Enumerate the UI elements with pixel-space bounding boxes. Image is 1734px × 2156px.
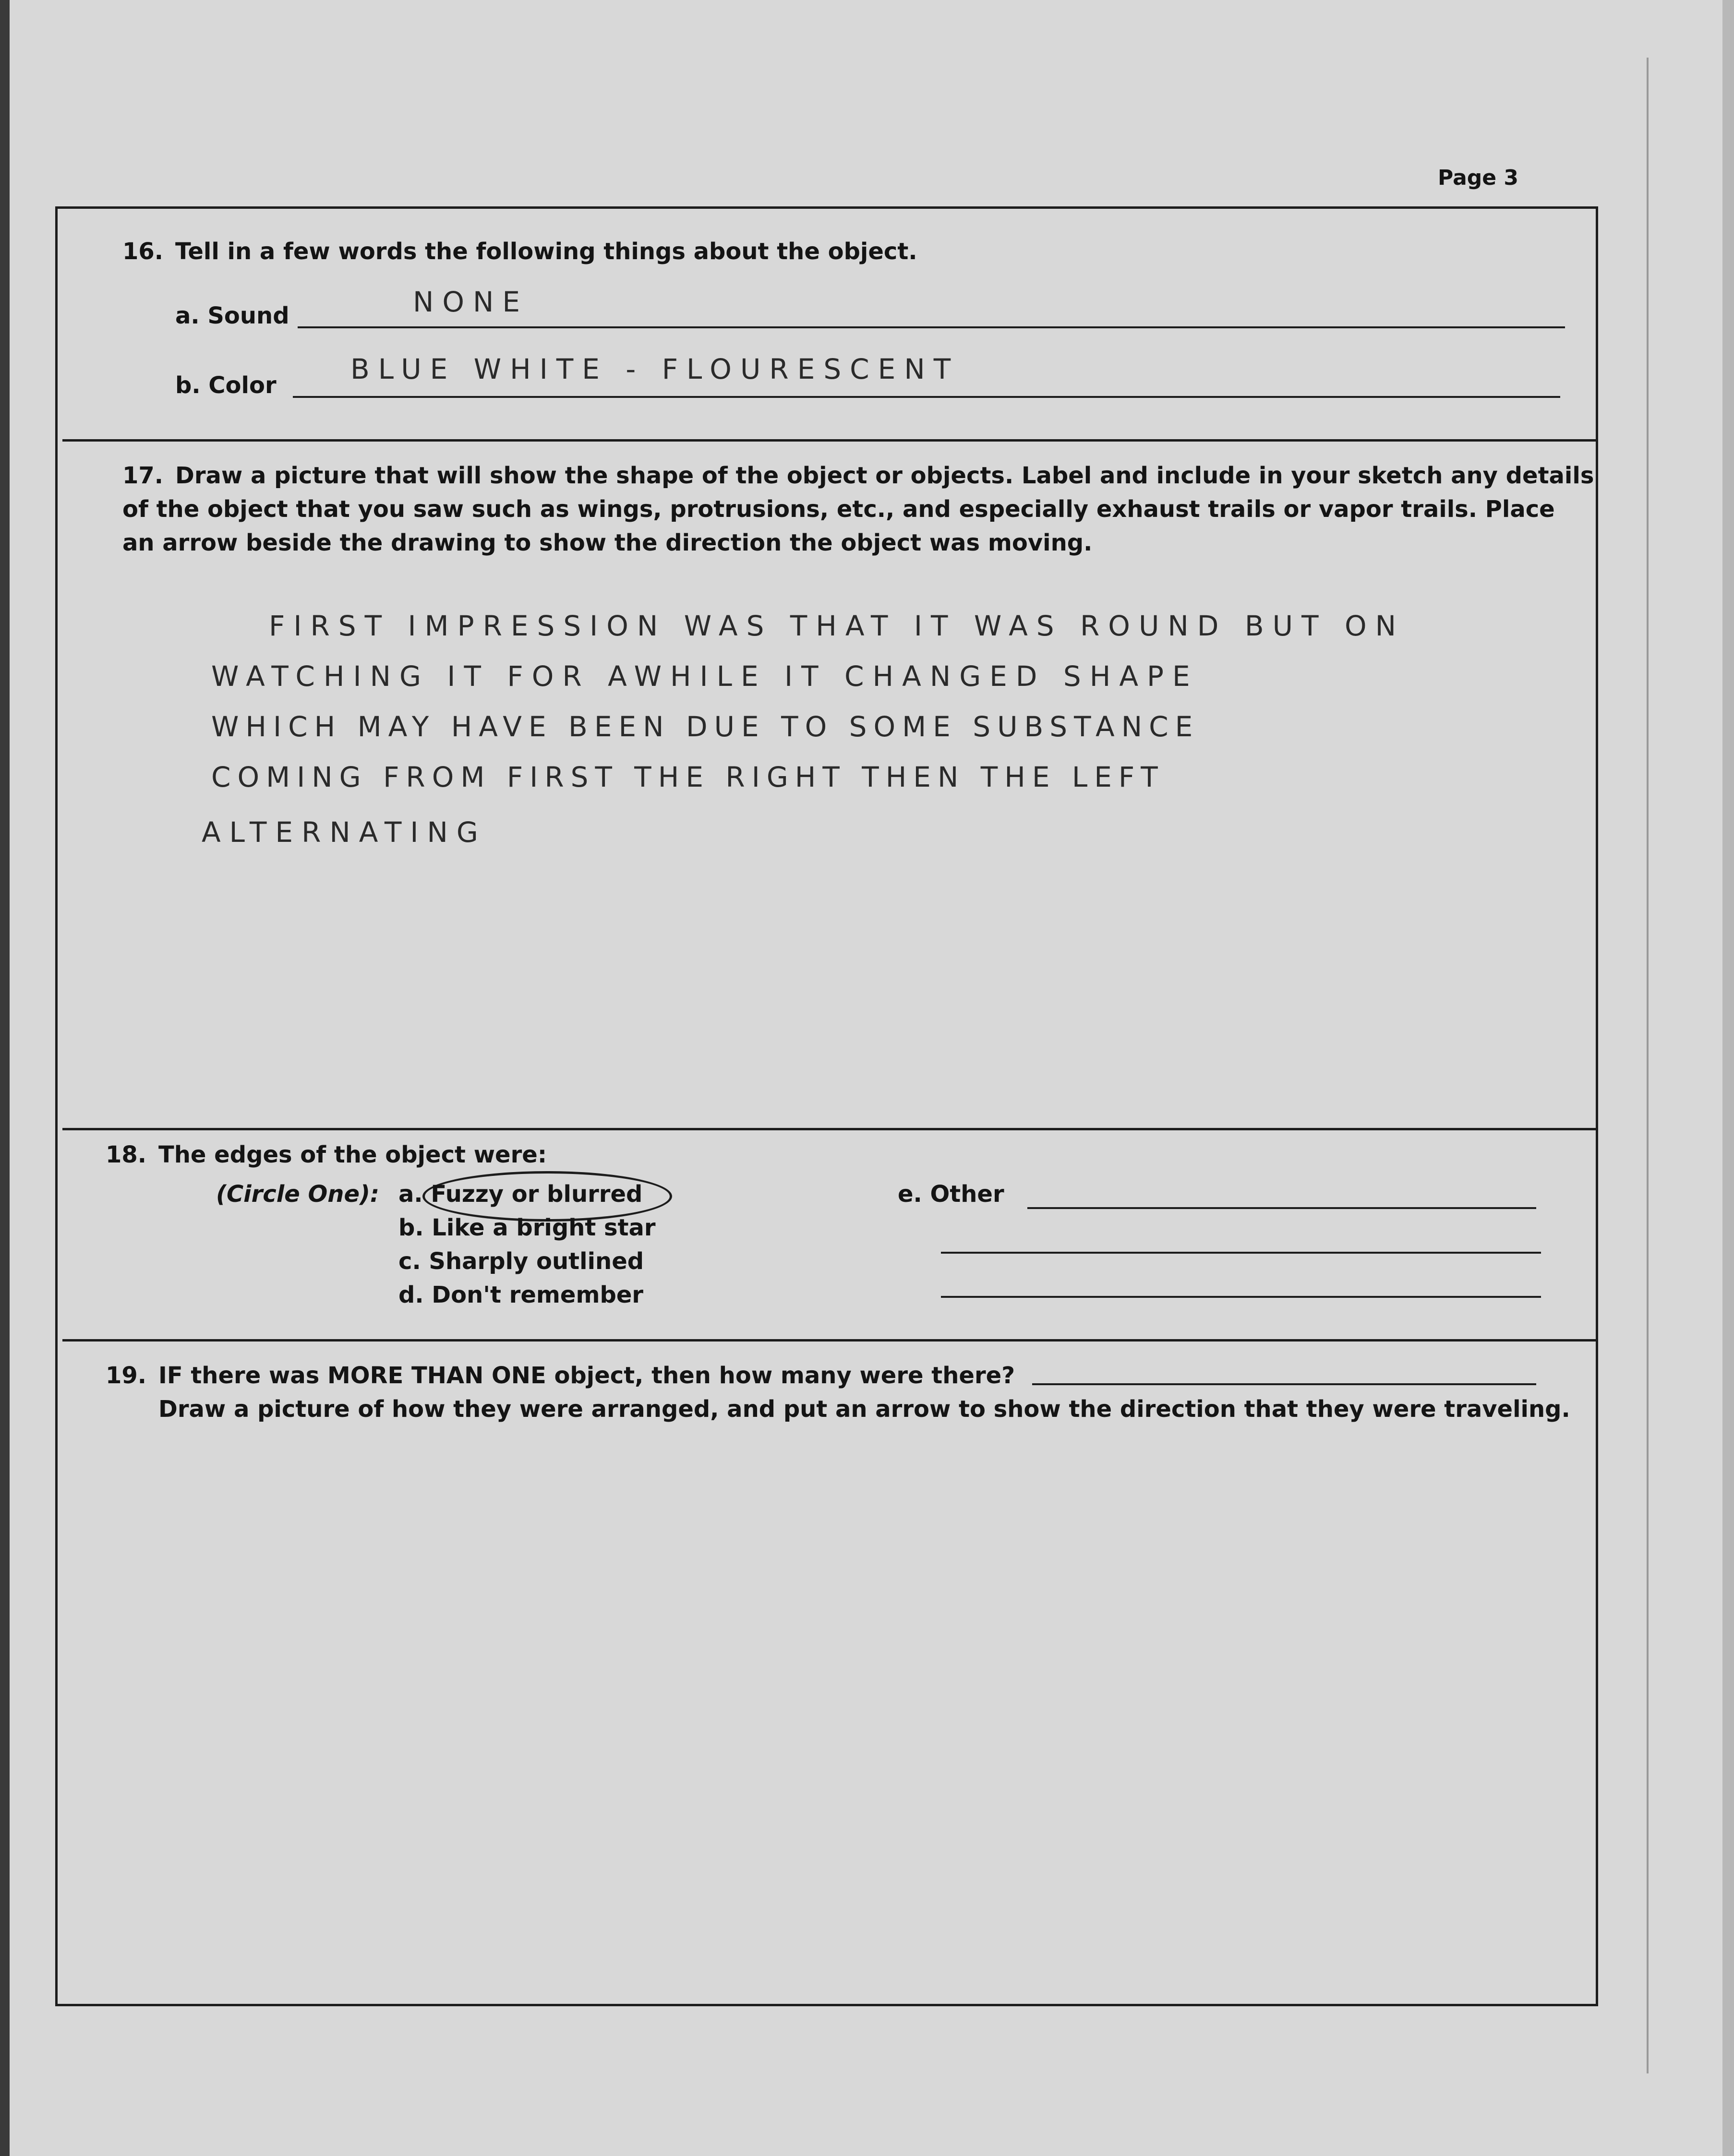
q16-prompt: [122, 234, 917, 269]
q16-text: Tell in a few words the following things about the object.: [175, 238, 917, 265]
q18-other-line[interactable]: [941, 1252, 1541, 1254]
q18-option-b[interactable]: b. Like a bright star: [398, 1214, 656, 1241]
scan-right-edge: [1722, 0, 1734, 2156]
q16-sound-line: [298, 326, 1565, 328]
q17-prompt-line2: of the object that you saw such as wings, protrusions, etc., and especially exhaust trails or vapor trails. Place: [122, 496, 1555, 523]
q17-answer-line: ALTERNATING: [202, 816, 487, 849]
q19-number: 19.: [106, 1362, 147, 1389]
q16-number: 16.: [122, 238, 164, 265]
q18-other-line[interactable]: [941, 1296, 1541, 1298]
q19-prompt-line2: Draw a picture of how they were arranged, and put an arrow to show the direction that they were traveling.: [158, 1396, 1570, 1423]
q16-color-line: [293, 396, 1560, 398]
q18-other-label: e. Other: [898, 1181, 1004, 1208]
q18-text: The edges of the object were:: [158, 1141, 547, 1168]
q17-prompt: [122, 458, 1594, 493]
q16-sound-label: a. Sound: [175, 302, 289, 329]
q17-answer-line: WATCHING IT FOR AWHILE IT CHANGED SHAPE: [211, 660, 1199, 693]
q16-color-answer[interactable]: BLUE WHITE - FLOURESCENT: [350, 353, 960, 385]
divider-18-19: [62, 1339, 1598, 1342]
q18-instruction: (Circle One):: [216, 1181, 380, 1208]
q19-text-line1: IF there was MORE THAN ONE object, then how many were there?: [158, 1362, 1015, 1389]
q17-answer-line: FIRST IMPRESSION WAS THAT IT WAS ROUND BUT ON: [269, 610, 1405, 642]
q19-prompt: [106, 1358, 1015, 1393]
q18-option-c[interactable]: c. Sharply outlined: [398, 1248, 644, 1275]
q18-option-d[interactable]: d. Don't remember: [398, 1282, 644, 1308]
q17-prompt-line3: an arrow beside the drawing to show the direction the object was moving.: [122, 529, 1093, 556]
q17-text-line1: Draw a picture that will show the shape of the object or objects. Label and include in your sketch any details: [175, 462, 1594, 489]
divider-16-17: [62, 439, 1598, 442]
q16-sound-answer[interactable]: NONE: [413, 286, 529, 318]
scan-right-fold-line: [1647, 58, 1649, 2073]
q17-answer-line: COMING FROM FIRST THE RIGHT THEN THE LEFT: [211, 761, 1165, 793]
scan-left-edge: [0, 0, 10, 2156]
page-number: Page 3: [1438, 166, 1519, 190]
q16-color-label: b. Color: [175, 372, 277, 399]
q19-count-line[interactable]: [1032, 1383, 1536, 1385]
q18-number: 18.: [106, 1141, 147, 1168]
q17-number: 17.: [122, 462, 164, 489]
divider-17-18: [62, 1128, 1598, 1130]
q18-prompt: [106, 1138, 547, 1172]
q17-answer-line: WHICH MAY HAVE BEEN DUE TO SOME SUBSTANCE: [211, 710, 1200, 743]
q18-option-a[interactable]: a. Fuzzy or blurred: [398, 1181, 643, 1208]
q18-other-line[interactable]: [1027, 1207, 1536, 1209]
